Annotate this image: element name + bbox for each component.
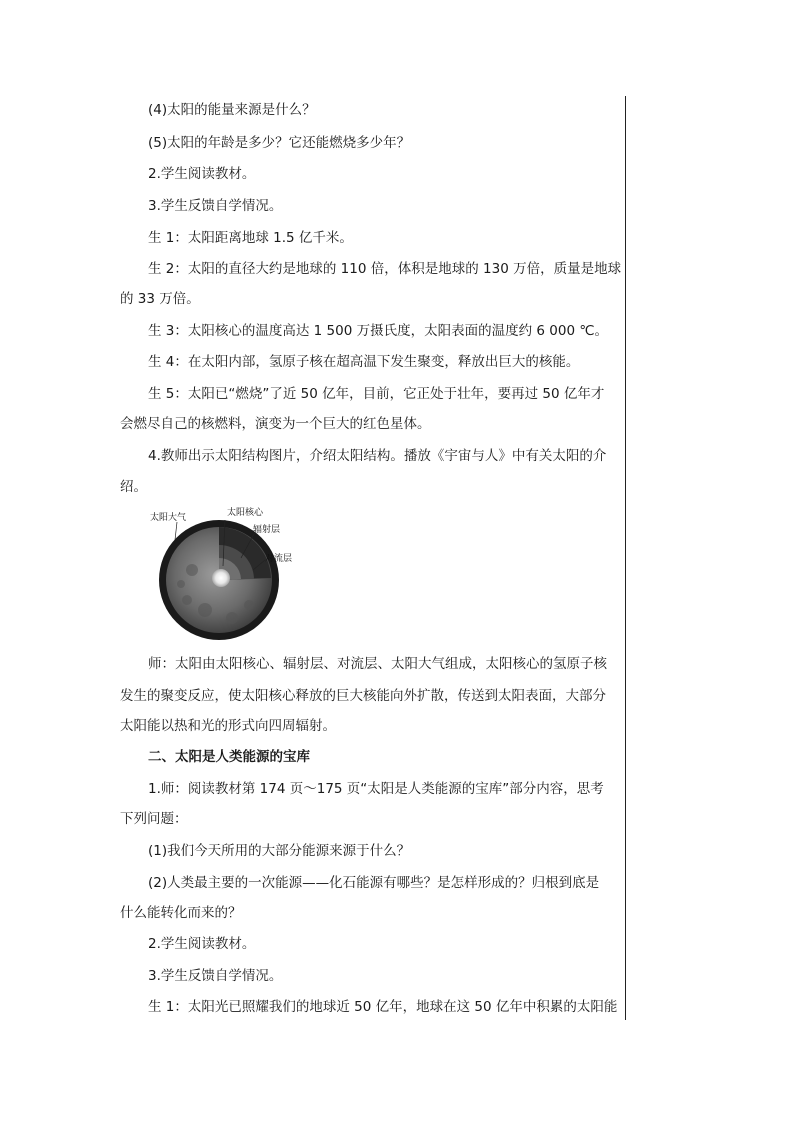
section-heading: 二、太阳是人类能源的宝库: [148, 749, 310, 765]
text-line: (5)太阳的年龄是多少？它还能燃烧多少年？: [148, 135, 411, 151]
text-line: 会燃尽自己的核燃料，演变为一个巨大的红色星体。: [120, 416, 431, 432]
table-border-line: [625, 96, 626, 1020]
sun-structure-diagram: [147, 500, 307, 650]
text-line: (2)人类最主要的一次能源——化石能源有哪些？是怎样形成的？归根到底是: [148, 875, 600, 891]
text-line: 生 5：太阳已“燃烧”了近 50 亿年，目前，它正处于壮年，要再过 50 亿年才: [148, 386, 605, 402]
sun-core: [212, 569, 230, 587]
text-line: 生 1：太阳距离地球 1.5 亿千米。: [148, 230, 353, 246]
text-line: 太阳能以热和光的形式向四周辐射。: [120, 718, 336, 734]
text-line: 发生的聚变反应，使太阳核心释放的巨大核能向外扩散，传送到太阳表面，大部分: [120, 688, 606, 704]
text-line: 生 3：太阳核心的温度高达 1 500 万摄氏度，太阳表面的温度约 6 000 ℃。: [148, 323, 609, 339]
atmosphere-pointer: [175, 522, 177, 540]
text-line: 下列问题：: [120, 811, 188, 827]
text-line: 3.学生反馈自学情况。: [148, 198, 283, 214]
text-line: 生 1：太阳光已照耀我们的地球近 50 亿年，地球在这 50 亿年中积累的太阳能: [148, 999, 618, 1015]
text-line: 的 33 万倍。: [120, 291, 200, 307]
label-radiative: 辐射层: [253, 525, 281, 535]
sun-structure-figure: [147, 500, 307, 650]
text-line: 生 4：在太阳内部，氢原子核在超高温下发生聚变，释放出巨大的核能。: [148, 354, 580, 370]
text-line: 师：太阳由太阳核心、辐射层、对流层、太阳大气组成，太阳核心的氢原子核: [148, 656, 607, 672]
text-line: (1)我们今天所用的大部分能源来源于什么？: [148, 843, 411, 859]
text-line: 1.师：阅读教材第 174 页～175 页“太阳是人类能源的宝库”部分内容，思考: [148, 781, 604, 797]
label-convective: 对流层: [265, 554, 293, 564]
text-line: 3.学生反馈自学情况。: [148, 968, 283, 984]
text-line: 绍。: [120, 479, 147, 495]
text-line: 生 2：太阳的直径大约是地球的 110 倍，体积是地球的 130 万倍，质量是地球: [148, 261, 622, 277]
label-core: 太阳核心: [227, 508, 264, 518]
text-line: 2.学生阅读教材。: [148, 166, 256, 182]
text-line: (4)太阳的能量来源是什么？: [148, 102, 316, 118]
text-line: 2.学生阅读教材。: [148, 936, 256, 952]
label-atmosphere: 太阳大气: [150, 513, 187, 523]
text-line: 4.教师出示太阳结构图片，介绍太阳结构。播放《宇宙与人》中有关太阳的介: [148, 448, 607, 464]
text-line: 什么能转化而来的？: [120, 905, 242, 921]
